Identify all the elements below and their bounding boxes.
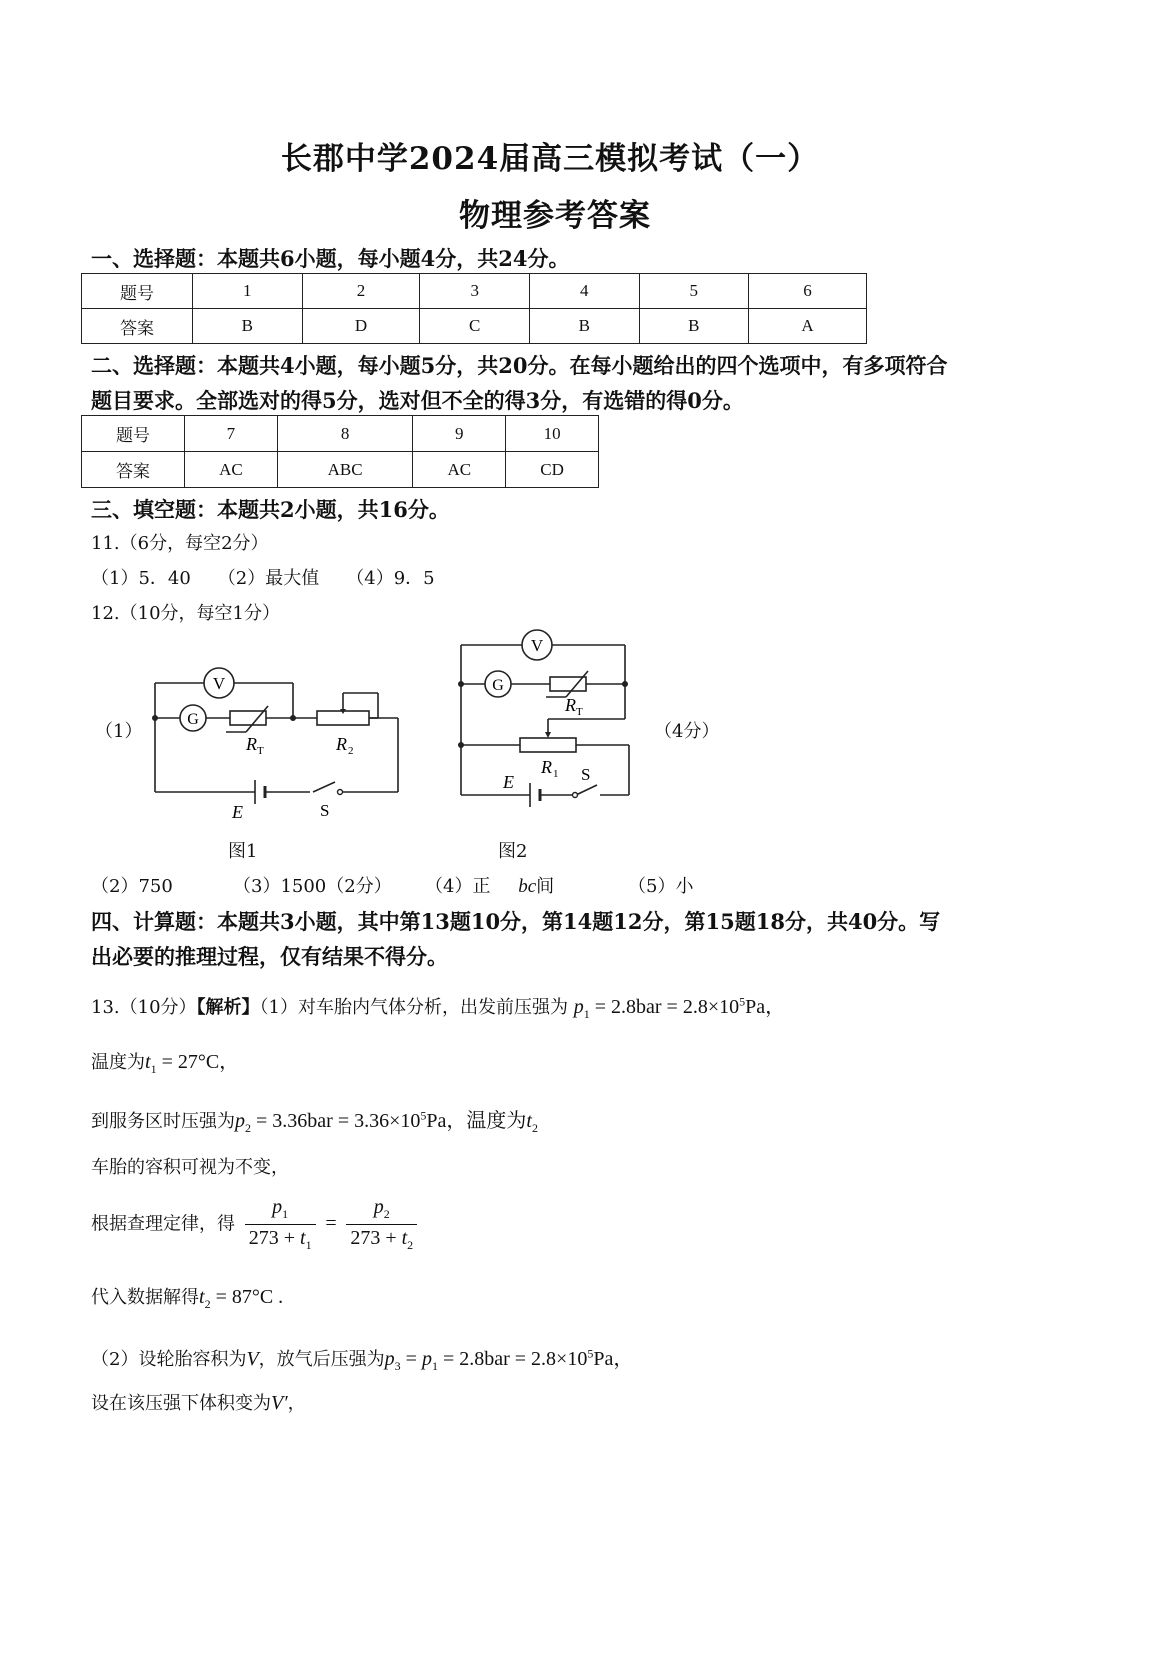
subscript: 1 xyxy=(583,1007,590,1021)
table-cell: 9 xyxy=(413,416,506,452)
q13-line7 xyxy=(91,1342,633,1374)
denominator-prefix: 273 + xyxy=(248,1227,301,1249)
table-cell: AC xyxy=(413,452,506,488)
exponent: 5 xyxy=(420,1108,427,1123)
q13-line2 xyxy=(91,1045,239,1077)
figure-2-caption: 图2 xyxy=(498,841,528,862)
symbol: p xyxy=(421,1348,432,1370)
section3-heading: 三、填空题：本题共2小题，共16分。 xyxy=(91,497,450,522)
q13-unit: Pa， xyxy=(745,996,786,1018)
table-cell: 2 xyxy=(302,274,420,309)
symbol: t xyxy=(401,1227,408,1249)
subscript: 1 xyxy=(150,1062,157,1076)
table-cell: B xyxy=(193,309,303,344)
symbol: p xyxy=(235,1110,245,1132)
section2-answer-table xyxy=(81,415,599,488)
symbol: p xyxy=(373,1196,384,1218)
section2-heading-line2: 题目要求。全部选对的得5分，选对但不全的得3分，有选错的得0分。 xyxy=(91,388,744,413)
subscript: 1 xyxy=(431,1359,438,1373)
fraction-left xyxy=(245,1196,316,1253)
q11-head: 11.（6分，每空2分） xyxy=(91,533,269,554)
resistor-rt-label: R xyxy=(565,695,576,715)
circuit-figure-2 xyxy=(445,625,645,810)
q13-math: = 2.8bar = 2.8×10 xyxy=(594,996,740,1018)
page-title: 长郡中学2024届高三模拟考试（一） xyxy=(280,141,820,177)
table-row xyxy=(82,416,599,452)
q13-line1 xyxy=(91,990,785,1022)
q13-text: ，放气后压强为 xyxy=(258,1349,385,1370)
q13-math: = 2.8bar = 2.8×10 xyxy=(442,1348,588,1370)
table-row-label: 答案 xyxy=(82,452,185,488)
table-cell: ABC xyxy=(277,452,413,488)
section1-heading: 一、选择题：本题共6小题，每小题4分，共24分。 xyxy=(91,246,570,271)
equals-sign: = xyxy=(405,1348,417,1370)
q13-head: 13.（10分） xyxy=(91,997,197,1018)
table-cell: 5 xyxy=(639,274,749,309)
table-cell: B xyxy=(639,309,749,344)
q13-analysis-tag: 【解析】 xyxy=(196,997,260,1018)
resistor-r2-subscript: 2 xyxy=(348,745,354,757)
circuit-figure-1 xyxy=(140,650,420,830)
table-row xyxy=(82,452,599,488)
q13-math: = 87°C . xyxy=(215,1286,284,1308)
symbol: t xyxy=(145,1051,151,1073)
exponent: 5 xyxy=(739,994,746,1009)
voltmeter-label: V xyxy=(212,674,226,693)
q13-text: 到服务区时压强为 xyxy=(91,1111,235,1132)
section2-heading-line1: 二、选择题：本题共4小题，每小题5分，共20分。在每小题给出的四个选项中，有多项符合 xyxy=(91,353,948,378)
table-cell: B xyxy=(529,309,639,344)
symbol: t xyxy=(199,1286,205,1308)
table-cell: CD xyxy=(506,452,599,488)
resistor-r1-label: R xyxy=(541,757,552,777)
symbol: V xyxy=(246,1348,259,1370)
figure-1-caption: 图1 xyxy=(228,841,258,862)
table-cell: 7 xyxy=(185,416,278,452)
q12-part4-symbol: bc xyxy=(518,876,537,897)
q13-text: 根据查理定律，得 xyxy=(91,1213,235,1235)
q13-unit: Pa，温度为 xyxy=(426,1110,527,1132)
page-subtitle: 物理参考答案 xyxy=(459,198,651,234)
subscript: 2 xyxy=(383,1207,390,1221)
table-cell: D xyxy=(302,309,420,344)
subscript: 1 xyxy=(282,1207,289,1221)
table-cell: AC xyxy=(185,452,278,488)
q13-text: 设在该压强下体积变为 xyxy=(91,1393,271,1414)
galvanometer-label: G xyxy=(187,711,199,728)
resistor-r1-subscript: 1 xyxy=(553,768,559,780)
q13-text: ， xyxy=(287,1393,306,1414)
q13-unit: Pa， xyxy=(593,1348,634,1370)
voltmeter-label: V xyxy=(530,636,544,655)
resistor-rt-subscript: T xyxy=(257,745,264,757)
symbol: t xyxy=(300,1227,306,1249)
symbol: p xyxy=(573,996,584,1018)
table-cell: 6 xyxy=(749,274,867,309)
battery-label: E xyxy=(503,772,514,792)
q13-text: （1）对车胎内气体分析，出发前压强为 xyxy=(259,997,568,1018)
section1-answer-table xyxy=(81,273,867,344)
subscript: 2 xyxy=(245,1121,251,1135)
q12-part4 xyxy=(425,872,554,898)
table-cell: 8 xyxy=(277,416,413,452)
q12-part4-suffix: 间 xyxy=(536,876,555,897)
resistor-rt-label: R xyxy=(246,734,257,754)
subscript: 2 xyxy=(531,1121,538,1135)
q13-line8 xyxy=(91,1389,306,1415)
symbol: V′ xyxy=(271,1392,288,1414)
exponent: 5 xyxy=(587,1346,594,1361)
q13-text: （2）设轮胎容积为 xyxy=(91,1349,247,1370)
q13-line4: 车胎的容积可视为不变， xyxy=(91,1157,289,1178)
symbol: p xyxy=(272,1196,283,1218)
fraction-right xyxy=(346,1196,417,1253)
q12-part3: （3）1500（2分） xyxy=(233,876,392,897)
table-cell: 4 xyxy=(529,274,639,309)
section4-heading-line2: 出必要的推理过程，仅有结果不得分。 xyxy=(91,944,448,969)
symbol: t xyxy=(526,1110,532,1132)
resistor-rt-subscript: T xyxy=(576,706,583,718)
switch-label: S xyxy=(581,765,591,784)
resistor-r2-label: R xyxy=(336,734,347,754)
table-row xyxy=(82,309,867,344)
section4-heading-line1: 四、计算题：本题共3小题，其中第13题10分，第14题12分，第15题18分，共40分。写 xyxy=(91,909,941,934)
q13-text: 温度为 xyxy=(91,1052,145,1073)
q13-line5 xyxy=(91,1196,421,1253)
subscript: 3 xyxy=(394,1359,401,1373)
table-row-label: 答案 xyxy=(82,309,193,344)
q11-answers: （1）5．40 （2）最大值 （4）9．5 xyxy=(91,568,435,589)
q12-part1-label: （1） xyxy=(95,721,143,742)
q13-math: = 3.36bar = 3.36×10 xyxy=(256,1110,421,1132)
subscript: 1 xyxy=(305,1238,312,1252)
subscript: 2 xyxy=(407,1238,414,1252)
table-cell: 10 xyxy=(506,416,599,452)
battery-label: E xyxy=(232,802,243,822)
q13-text: 代入数据解得 xyxy=(91,1287,199,1308)
table-cell: 3 xyxy=(420,274,530,309)
table-row-label: 题号 xyxy=(82,274,193,309)
q12-part1-score: （4分） xyxy=(654,721,720,742)
symbol: p xyxy=(384,1348,395,1370)
q12-part5: （5）小 xyxy=(628,876,694,897)
q13-line6 xyxy=(91,1283,283,1312)
table-row-label: 题号 xyxy=(82,416,185,452)
subscript: 2 xyxy=(204,1297,211,1311)
q13-math: = 27°C， xyxy=(161,1051,240,1073)
equals-sign: = xyxy=(325,1212,337,1235)
galvanometer-label: G xyxy=(492,677,504,694)
table-cell: C xyxy=(420,309,530,344)
q12-head: 12.（10分，每空1分） xyxy=(91,603,280,624)
switch-label: S xyxy=(320,801,330,820)
table-row xyxy=(82,274,867,309)
q13-line3 xyxy=(91,1104,538,1136)
q12-part4-prefix: （4）正 xyxy=(425,876,491,897)
denominator-prefix: 273 + xyxy=(350,1227,402,1249)
table-cell: A xyxy=(749,309,867,344)
table-cell: 1 xyxy=(193,274,303,309)
q12-part2: （2）750 xyxy=(91,876,173,897)
